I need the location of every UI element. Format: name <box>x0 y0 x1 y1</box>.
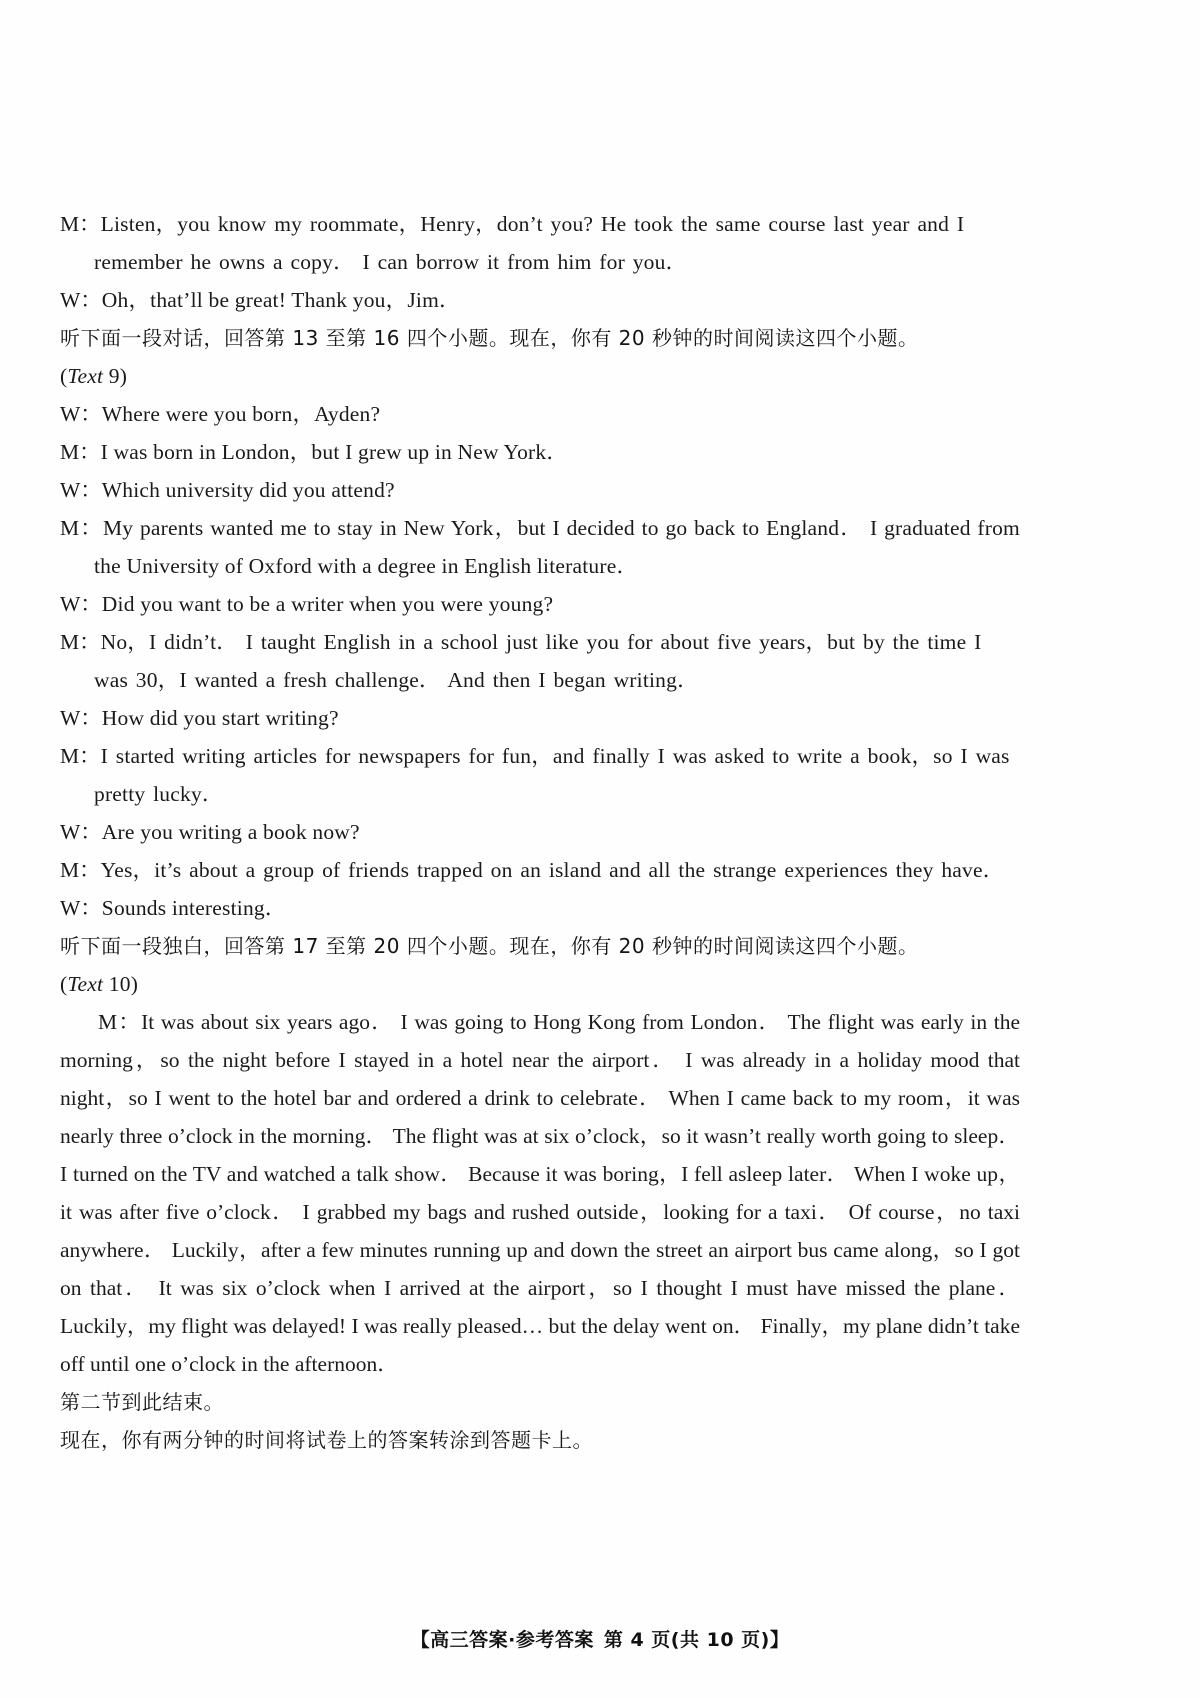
dialogue-text: I started writing articles for newspapers for fun，and finally I was asked to write a book，so I was pretty lucky． <box>94 744 1010 806</box>
footer-left-bracket: 【 <box>410 1629 431 1651</box>
dialogue-line <box>60 471 1020 509</box>
document-body <box>60 205 1020 1459</box>
dialogue-text: Did you want to be a writer when you were young? <box>101 592 554 616</box>
monologue-paragraph <box>60 1003 1020 1383</box>
section-end-note: 第二节到此结束。 <box>60 1390 224 1414</box>
dialogue-text: No，I didn’t． I taught English in a school just like you for about five years，but by the time I was 30，I wanted a fresh challenge． And then I began writing． <box>94 630 982 692</box>
dialogue-line <box>60 281 1020 319</box>
speaker-tag: M： <box>60 212 101 236</box>
speaker-tag: W： <box>60 706 102 730</box>
instruction-line: 听下面一段独白，回答第 17 至第 20 四个小题。现在，你有 20 秒钟的时间阅读这四个小题。 <box>60 934 919 958</box>
text-label: (Text 10) <box>60 972 139 996</box>
dialogue-line <box>60 851 1020 889</box>
speaker-tag: M： <box>60 858 101 882</box>
dialogue-line <box>60 889 1020 927</box>
text-label-number: 10 <box>108 972 131 996</box>
speaker-tag: W： <box>60 896 102 920</box>
dialogue-line <box>60 699 1020 737</box>
dialogue-line <box>60 813 1020 851</box>
dialogue-line <box>60 205 1020 281</box>
speaker-tag: W： <box>60 478 102 502</box>
dialogue-line <box>60 623 1020 699</box>
footer-exam-label: 高三答案·参考答案 <box>430 1629 594 1651</box>
text-label-number: 9 <box>108 364 120 388</box>
footer-right-bracket: 】 <box>769 1629 790 1651</box>
speaker-tag: M： <box>60 630 101 654</box>
speaker-tag: M： <box>60 440 101 464</box>
dialogue-line <box>60 509 1020 585</box>
speaker-tag: W： <box>60 592 102 616</box>
dialogue-text: Oh，that’ll be great! Thank you，Jim． <box>101 288 461 312</box>
monologue-text: M：It was about six years ago． I was going to Hong Kong from London． The flight was early in the morning，so the night before I stayed in a hotel near the airport． I was already in a holiday mood that night，so I went to the hotel bar and ordered a drink to celebrate． When I came back to my room，it was nearly three o’clock in the morning． The flight was at six o’clock，so it wasn’t really worth going to sleep． I turned on the TV and watched a talk show． Because it was boring，I fell asleep later． When I woke up，it was after five o’clock． I grabbed my bags and rushed outside，looking for a taxi． Of course，no taxi anywhere． Luckily，after a few minutes running up and down the street an airport bus came along，so I got on that． It was six o’clock when I arrived at the airport，so I thought I must have missed the plane． Luckily，my flight was delayed! I was really pleased… but the delay went on． Finally，my plane didn’t take off until one o’clock in the afternoon． <box>60 1010 1020 1376</box>
speaker-tag: W： <box>60 288 102 312</box>
dialogue-line <box>60 433 1020 471</box>
speaker-tag: M： <box>60 516 103 540</box>
dialogue-text: Listen，you know my roommate，Henry，don’t you? He took the same course last year and I remember he owns a copy． I can borrow it from him for you． <box>94 212 965 274</box>
dialogue-text: Yes，it’s about a group of friends trapped on an island and all the strange experiences they have． <box>100 858 1005 882</box>
page-footer <box>0 1625 1200 1652</box>
dialogue-text: How did you start writing? <box>101 706 339 730</box>
speaker-tag: M： <box>60 744 101 768</box>
speaker-tag: W： <box>60 402 102 426</box>
text-label-word: Text <box>67 972 104 996</box>
dialogue-text: My parents wanted me to stay in New York，but I decided to go back to England． I graduated from the University of Oxford with a degree in English literature． <box>94 516 1020 578</box>
dialogue-line <box>60 395 1020 433</box>
dialogue-line <box>60 737 1020 813</box>
text-label: (Text 9) <box>60 364 128 388</box>
dialogue-text: Are you writing a book now? <box>101 820 360 844</box>
dialogue-text: Where were you born，Ayden? <box>101 402 381 426</box>
footer-page-label: 第 4 页(共 10 页) <box>603 1629 770 1651</box>
speaker-tag: W： <box>60 820 102 844</box>
dialogue-text: Which university did you attend? <box>101 478 395 502</box>
dialogue-line <box>60 585 1020 623</box>
instruction-line: 听下面一段对话，回答第 13 至第 16 四个小题。现在，你有 20 秒钟的时间阅读这四个小题。 <box>60 326 919 350</box>
dialogue-text: I was born in London，but I grew up in New York． <box>100 440 569 464</box>
transfer-answers-note: 现在，你有两分钟的时间将试卷上的答案转涂到答题卡上。 <box>60 1428 593 1452</box>
dialogue-text: Sounds interesting． <box>101 896 287 920</box>
text-label-word: Text <box>67 364 104 388</box>
